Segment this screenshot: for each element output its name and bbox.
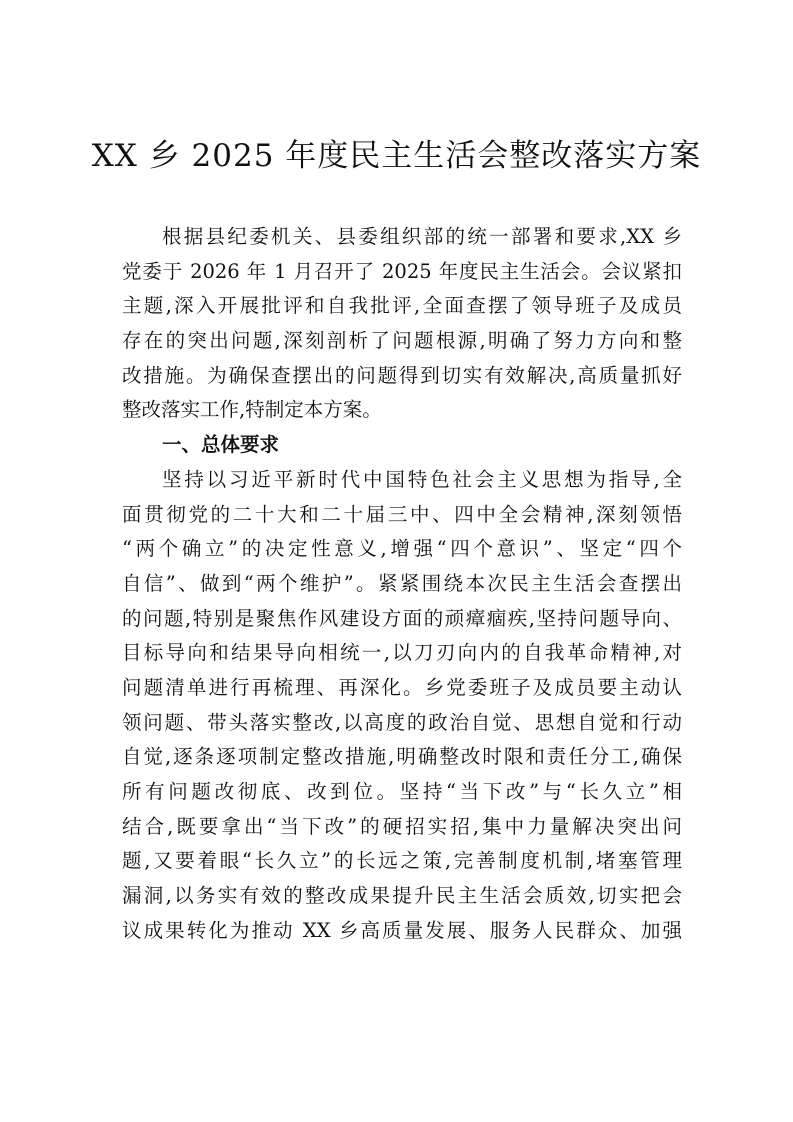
- paragraph-line: 面贯彻党的二十大和二十届三中、四中全会精神,深刻领悟: [122, 502, 682, 526]
- paragraph-line: 主题,深入开展批评和自我批评,全面查摆了领导班子及成员: [122, 294, 682, 318]
- paragraph-line: 问题清单进行再梳理、再深化。乡党委班子及成员要主动认: [122, 675, 682, 699]
- general-requirements-paragraph: [122, 463, 682, 949]
- section-heading: 一、总体要求: [162, 433, 280, 457]
- document-body: [122, 220, 682, 948]
- paragraph-line: 改措施。为确保查摆出的问题得到切实有效解决,高质量抓好: [122, 363, 682, 387]
- paragraph-line: 整改落实工作,特制定本方案。: [122, 398, 382, 422]
- paragraph-line: 领问题、带头落实整改,以高度的政治自觉、思想自觉和行动: [122, 710, 682, 734]
- paragraph-line: 自觉,逐条逐项制定整改措施,明确整改时限和责任分工,确保: [122, 745, 682, 769]
- paragraph-line: 党委于 2026 年 1 月召开了 2025 年度民主生活会。会议紧扣: [122, 259, 682, 283]
- paragraph-line: 存在的突出问题,深刻剖析了问题根源,明确了努力方向和整: [122, 329, 682, 353]
- paragraph-line: 自信”、做到“两个维护”。紧紧围绕本次民主生活会查摆出: [122, 571, 682, 595]
- paragraph-line: “两个确立”的决定性意义,增强“四个意识”、坚定“四个: [122, 537, 682, 561]
- paragraph-line: 坚持以习近平新时代中国特色社会主义思想为指导,全: [162, 467, 682, 491]
- paragraph-line: 目标导向和结果导向相统一,以刀刃向内的自我革命精神,对: [122, 641, 682, 665]
- paragraph-line: 的问题,特别是聚焦作风建设方面的顽瘴痼疾,坚持问题导向、: [122, 606, 682, 630]
- intro-paragraph: [122, 220, 682, 428]
- paragraph-line: 所有问题改彻底、改到位。坚持“当下改”与“长久立”相: [122, 780, 682, 803]
- paragraph-line: 根据县纪委机关、县委组织部的统一部署和要求,XX 乡: [162, 225, 682, 248]
- document-title: XX 乡 2025 年度民主生活会整改落实方案: [91, 138, 702, 174]
- paragraph-line: 漏洞,以务实有效的整改成果提升民主生活会质效,切实把会: [122, 884, 682, 908]
- paragraph-line: 题,又要着眼“长久立”的长远之策,完善制度机制,堵塞管理: [122, 849, 682, 873]
- paragraph-line: 议成果转化为推动 XX 乡高质量发展、服务人民群众、加强: [122, 918, 682, 942]
- paragraph-line: 结合,既要拿出“当下改”的硬招实招,集中力量解决突出问: [122, 814, 682, 838]
